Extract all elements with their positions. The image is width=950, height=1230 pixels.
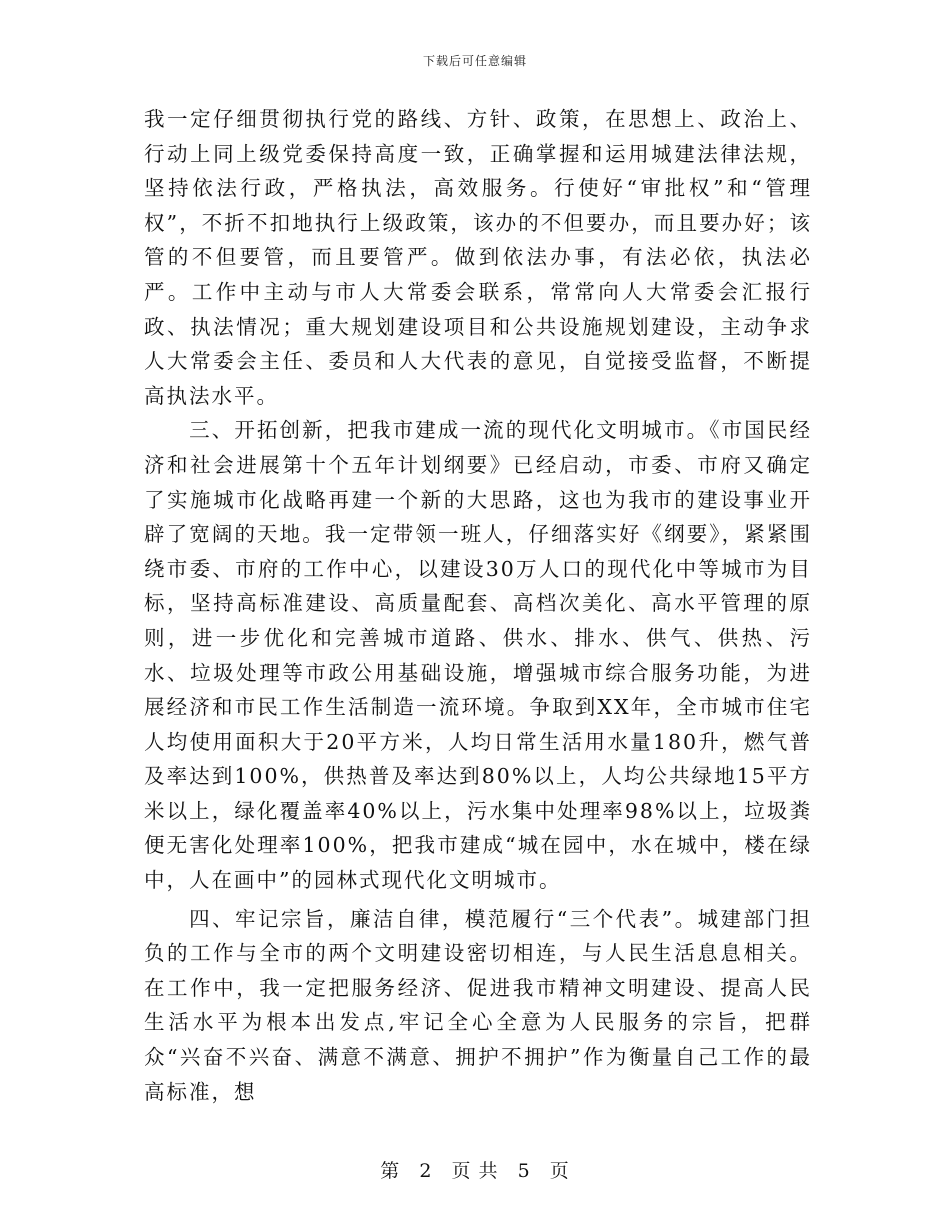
current-page-number: 2 bbox=[419, 1160, 433, 1182]
footer-prefix: 第 bbox=[380, 1160, 401, 1182]
paragraph-section-three: 三、开拓创新，把我市建成一流的现代化文明城市。《市国民经济和社会进展第十个五年计划纲要》已经启动，市委、市府又确定了实施城市化战略再建一个新的大思路，这也为我市的建设事业开辟了宽阔的天地。我一定带领一班人，仔细落实好《纲要》，紧紧围绕市委、市府的工作中心，以建设30万人口的现代化中等城市为目标，坚持高标准建设、高质量配套、高档次美化、高水平管理的原则，进一步优化和完善城市道路、供水、排水、供气、供热、污水、垃圾处理等市政公用基础设施，增强城市综合服务功能，为进展经济和市民工作生活制造一流环境。争取到XX年，全市城市住宅人均使用面积大于20平方米，人均日常生活用水量180升，燃气普及率达到100%，供热普及率达到80%以上，人均公共绿地15平方米以上，绿化覆盖率40%以上，污水集中处理率98%以上，垃圾粪便无害化处理率100%，把我市建成“城在园中，水在城中，楼在绿中，人在画中”的园林式现代化文明城市。 bbox=[144, 418, 812, 893]
total-page-count: 5 bbox=[517, 1160, 531, 1182]
paragraph-continuation: 我一定仔细贯彻执行党的路线、方针、政策，在思想上、政治上、行动上同上级党委保持高度一致，正确掌握和运用城建法律法规，坚持依法行政，严格执法，高效服务。行使好“审批权”和“管理权”，不折不扣地执行上级政策，该办的不但要办，而且要办好；该管的不但要管，而且要管严。做到依法办事，有法必依，执法必严。工作中主动与市人大常委会联系，常常向人大常委会汇报行政、执法情况；重大规划建设项目和公共设施规划建设，主动争求人大常委会主任、委员和人大代表的意见，自觉接受监督，不断提高执法水平。 bbox=[144, 107, 812, 408]
footer-middle: 页 共 bbox=[451, 1160, 499, 1182]
page-header: 下载后可任意编辑 bbox=[422, 54, 527, 68]
paragraph-section-four: 四、牢记宗旨，廉洁自律，模范履行“三个代表”。城建部门担负的工作与全市的两个文明建设密切相连，与人民生活息息相关。在工作中，我一定把服务经济、促进我市精神文明建设、提高人民生活水平为根本出发点,牢记全心全意为人民服务的宗旨，把群众“兴奋不兴奋、满意不满意、拥护不拥护”作为衡量自己工作的最高标准，想 bbox=[144, 906, 812, 1104]
footer-suffix: 页 bbox=[549, 1160, 570, 1182]
document-body bbox=[144, 102, 812, 1109]
page-footer bbox=[0, 1156, 950, 1183]
